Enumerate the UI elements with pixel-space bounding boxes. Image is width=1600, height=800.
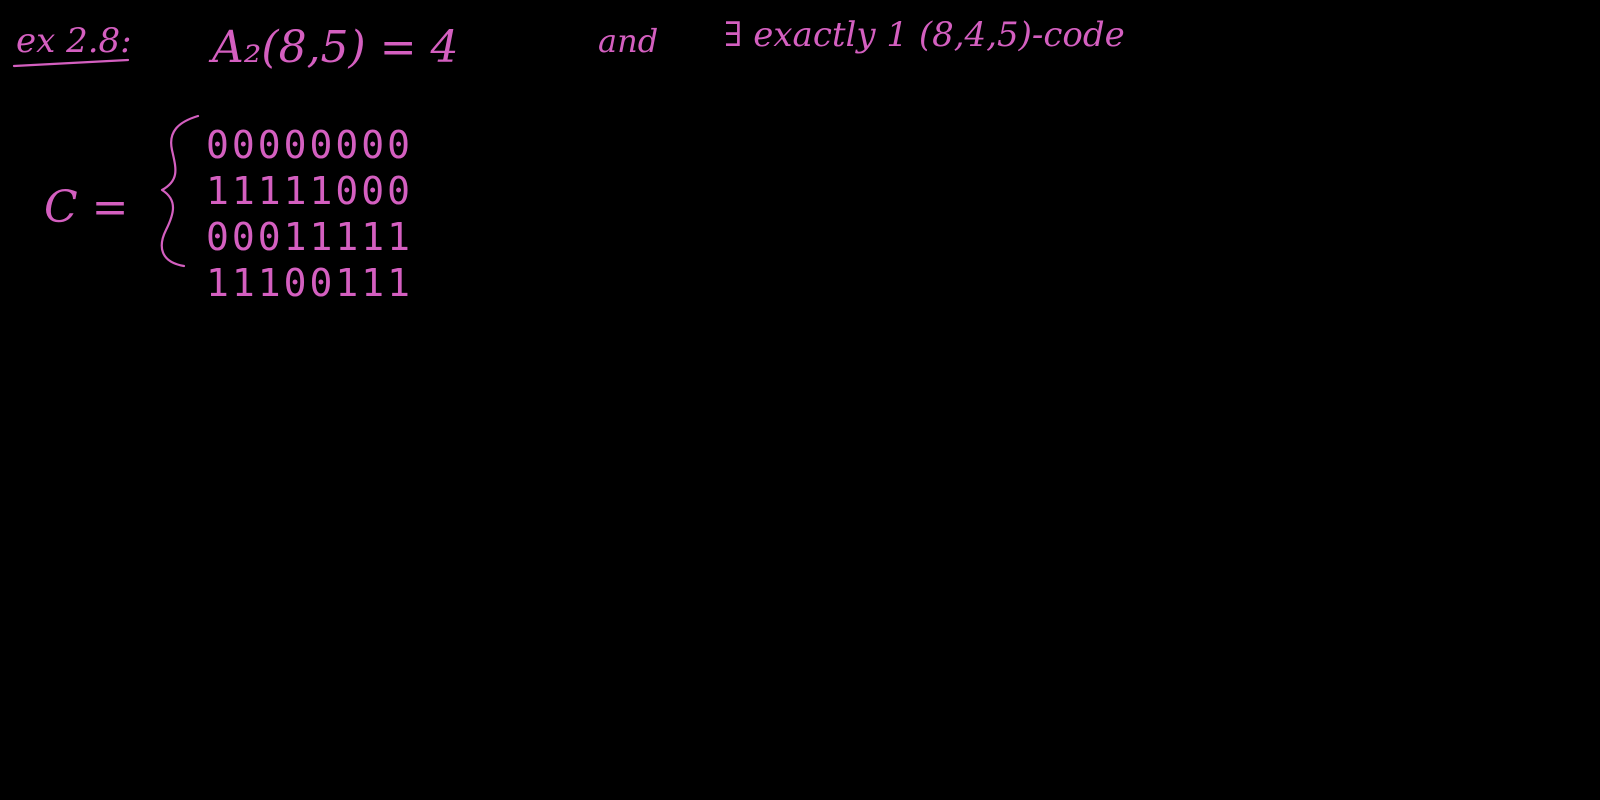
claim-text: ∃ exactly 1 (8,4,5)-code: [724, 15, 1125, 55]
codeword-row: 00011111: [206, 215, 414, 259]
codeword-row: 11111000: [206, 169, 414, 213]
set-brace: [162, 116, 198, 266]
statement-text: A₂(8,5) = 4: [212, 22, 459, 73]
codeword-row: 11100111: [206, 261, 414, 305]
conjunction-text: and: [598, 22, 659, 60]
codeword-row: 00000000: [206, 123, 414, 167]
example-label-group: [14, 21, 132, 66]
example-label: ex 2.8:: [16, 21, 132, 61]
codeword-list: [206, 123, 413, 305]
code-symbol: C =: [44, 182, 129, 233]
